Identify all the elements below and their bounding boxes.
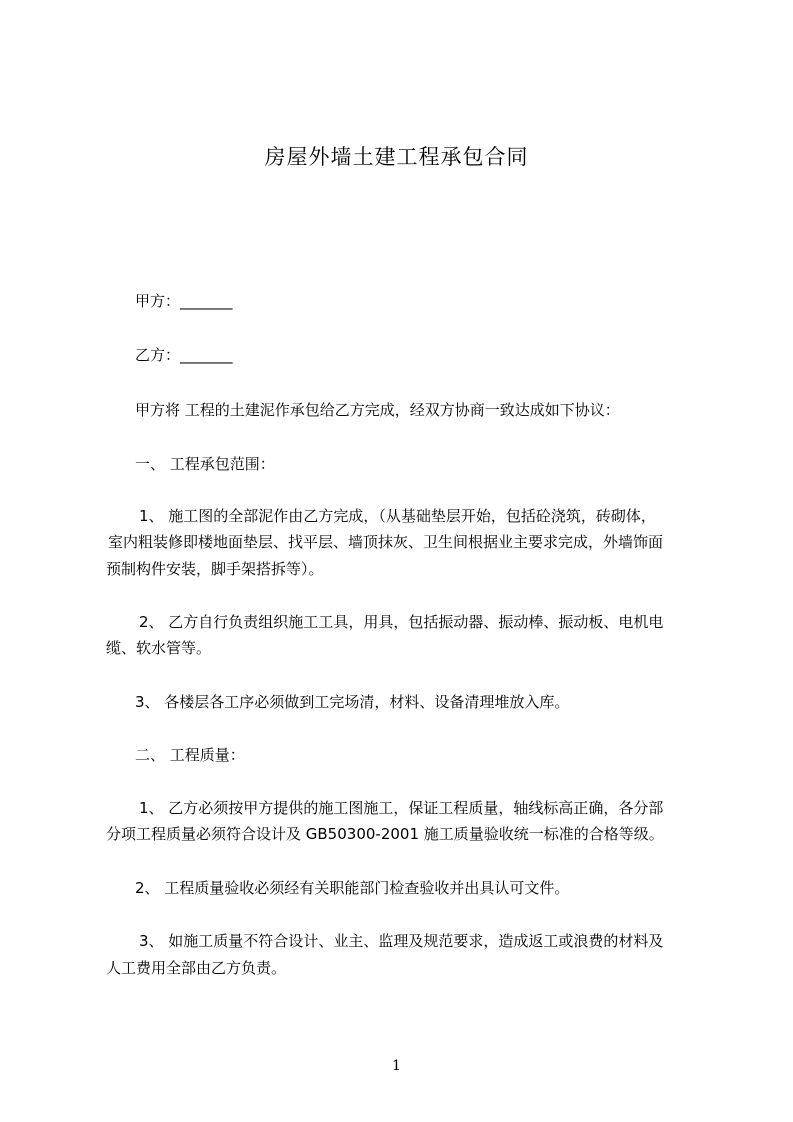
section2-heading: 二、 工程质量： [135,746,245,764]
section1-item1-line2: 室内粗装修即楼地面垫层、找平层、墙顶抹灰、卫生间根据业主要求完成，外墙饰面 [108,533,664,551]
document-title: 房屋外墙土建工程承包合同 [264,145,529,169]
section2-item3-line1: 3、 如施工质量不符合设计、业主、监理及规范要求，造成返工或浪费的材料及 [139,932,664,950]
party-b-line: 乙方：_______ [135,346,233,364]
section1-heading: 一、 工程承包范围： [135,455,275,473]
intro-paragraph: 甲方将 工程的土建泥作承包给乙方完成，经双方协商一致达成如下协议： [135,401,620,419]
section2-item1-line2: 分项工程质量必须符合设计及 GB50300-2001 施工质量验收统一标准的合格等级。 [106,825,664,843]
section1-item3-line1: 3、 各楼层各工序必须做到工完场清，材料、设备清理堆放入库。 [135,693,570,711]
page-number: 1 [392,1058,401,1074]
section1-item2-line1: 2、 乙方自行负责组织施工工具，用具，包括振动器、振动棒、振动板、电机电 [139,613,664,631]
section2-item3-line2: 人工费用全部由乙方负责。 [106,959,287,977]
section1-item2-line2: 缆、软水管等。 [106,639,212,657]
party-a-line: 甲方：_______ [135,292,233,310]
section1-item1-line3: 预制构件安装，脚手架搭拆等）。 [106,560,324,578]
section1-item1-line1: 1、 施工图的全部泥作由乙方完成，（从基础垫层开始，包括砼浇筑，砖砌体， [139,507,656,525]
section2-item1-line1: 1、 乙方必须按甲方提供的施工图施工，保证工程质量，轴线标高正确，各分部 [139,799,664,817]
section2-item2-line1: 2、 工程质量验收必须经有关职能部门检查验收并出具认可文件。 [135,879,570,897]
